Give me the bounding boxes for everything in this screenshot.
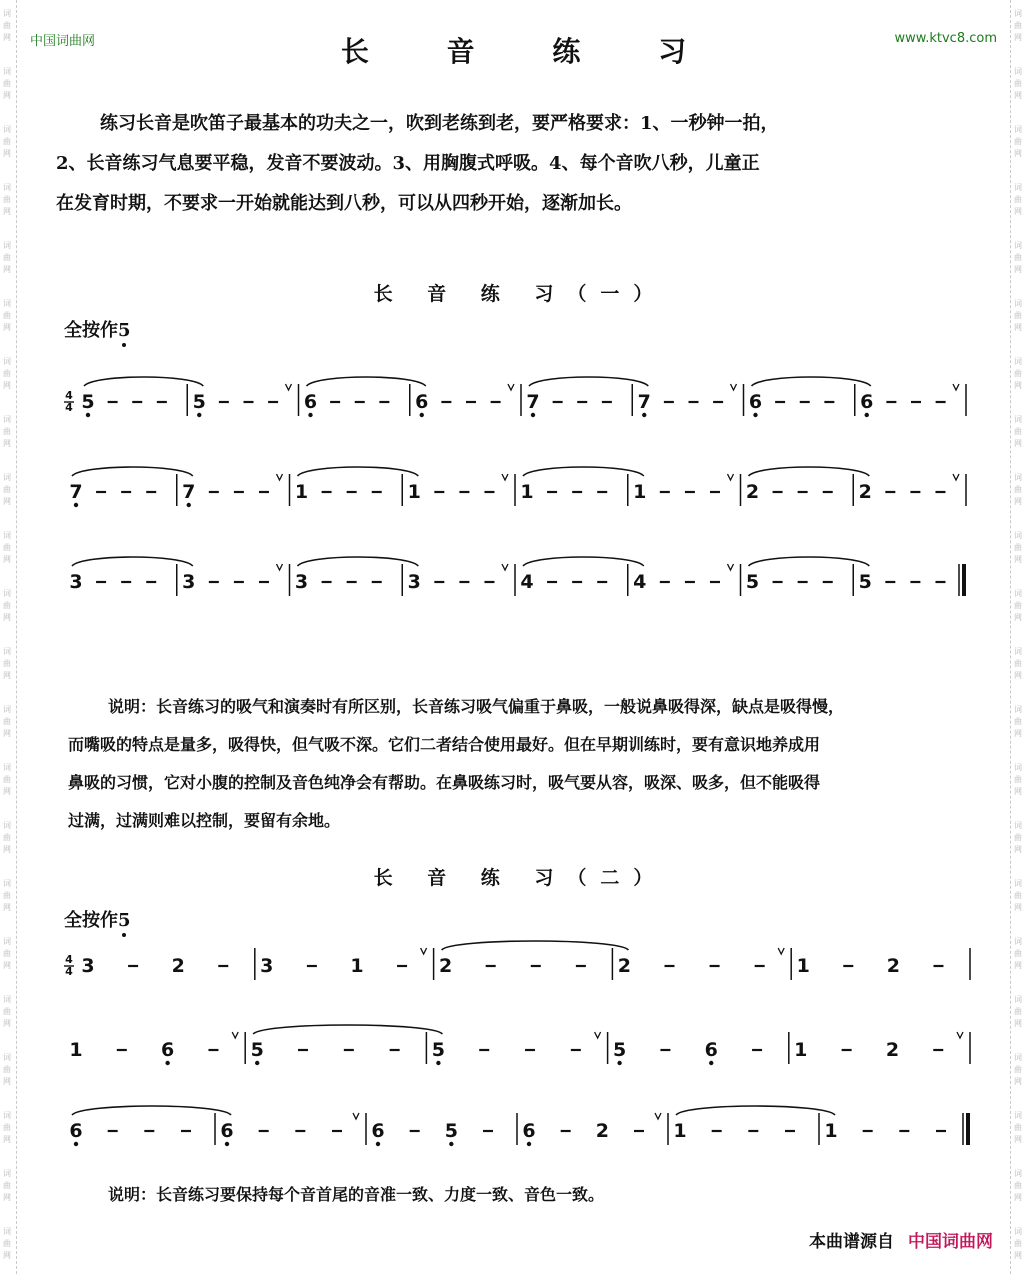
watermark-glyph: 曲 [3,891,11,900]
watermark-glyph: 词 [3,1169,11,1178]
exercise-1-title: 长 音 练 习（一） [373,283,667,305]
breath-mark [728,474,734,480]
watermark-glyph: 曲 [3,1181,11,1190]
note-5: 5 [431,1039,446,1061]
low-octave-dot [86,413,90,417]
watermark-glyph: 曲 [3,1239,11,1248]
watermark-glyph: 曲 [3,21,11,30]
breath-mark [655,1113,661,1119]
breath-mark [728,564,734,570]
watermark-glyph: 网 [3,381,11,390]
source-label: 本曲谱源自 [809,1232,894,1252]
breath-mark [957,1032,963,1038]
watermark-glyph: 网 [1014,729,1022,738]
watermark-glyph: 曲 [1014,949,1022,958]
watermark-glyph: 词 [1014,241,1022,250]
key-prefix: 全按作 [64,910,118,931]
slur-arc [307,377,426,386]
note-1: 1 [633,481,647,503]
watermark-glyph: 网 [1014,207,1022,216]
watermark-glyph: 曲 [1014,253,1022,262]
watermark-glyph: 曲 [3,369,11,378]
note-6: 6 [371,1120,385,1142]
watermark-glyph: 网 [1014,961,1022,970]
slur-arc [529,377,648,386]
watermark-glyph: 词 [3,241,11,250]
note-2: 2 [617,955,632,977]
watermark-glyph: 曲 [3,79,11,88]
low-octave-dot [527,1142,531,1146]
watermark-glyph: 词 [3,531,11,540]
watermark-glyph: 曲 [1014,137,1022,146]
note-3: 3 [81,955,95,977]
watermark-glyph: 曲 [1014,717,1022,726]
watermark-glyph: 曲 [1014,1181,1022,1190]
slur-arc [72,557,193,566]
note-2: 2 [885,1039,900,1061]
breath-mark [502,474,508,480]
watermark-glyph: 词 [3,415,11,424]
explanation-2: 说明：长音练习要保持每个音首尾的音准一致、力度一致、音色一致。 [108,1185,605,1204]
watermark-glyph: 词 [1014,995,1022,1004]
intro-para-2: 2、长音练习气息要平稳，发音不要波动。3、用胸腹式呼吸。4、每个音吹八秒，儿童正 [56,153,760,174]
watermark-glyph: 曲 [1014,1123,1022,1132]
low-octave-dot [531,413,535,417]
slur-arc [523,467,644,476]
watermark-glyph: 词 [1014,937,1022,946]
watermark-glyph: 词 [1014,705,1022,714]
low-octave-dot [617,1061,621,1065]
watermark-glyph: 网 [1014,497,1022,506]
note-1: 1 [520,481,534,503]
watermark-glyph: 曲 [3,543,11,552]
note-1: 1 [824,1120,838,1142]
note-3: 3 [407,571,421,593]
low-octave-dot [74,503,78,507]
watermark-glyph: 词 [1014,763,1022,772]
site-brand-left: 中国词曲网 [30,34,96,49]
watermark-glyph: 词 [3,879,11,888]
watermark-glyph: 网 [3,787,11,796]
watermark-glyph: 词 [1014,415,1022,424]
watermark-glyph: 词 [1014,647,1022,656]
watermark-glyph: 网 [1014,149,1022,158]
breath-mark [421,948,427,954]
watermark-glyph: 网 [3,1135,11,1144]
watermark-glyph: 词 [3,821,11,830]
watermark-glyph: 词 [1014,589,1022,598]
watermark-glyph: 网 [3,497,11,506]
note-1: 1 [294,481,309,503]
source-site-link[interactable]: 中国词曲网 [908,1232,993,1252]
note-7: 7 [182,481,196,503]
slur-arc [523,557,644,566]
low-octave-dot [197,413,201,417]
breath-mark [353,1113,359,1119]
watermark-glyph: 词 [3,937,11,946]
watermark-glyph: 网 [3,149,11,158]
watermark-glyph: 词 [3,357,11,366]
watermark-glyph: 曲 [3,485,11,494]
watermark-glyph: 曲 [1014,1065,1022,1074]
slur-arc [72,1106,231,1115]
note-3: 3 [182,571,196,593]
page-title: 长 音 练 习 [340,35,721,68]
watermark-glyph: 曲 [1014,427,1022,436]
note-5: 5 [81,391,95,413]
explanation-1-line-1: 说明：长音练习的吸气和演奏时有所区别，长音练习吸气偏重于鼻吸，一般说鼻吸得深，缺点是吸得慢， [108,697,845,716]
watermark-glyph: 词 [3,125,11,134]
watermark-glyph: 词 [3,1227,11,1236]
watermark-glyph: 词 [3,1053,11,1062]
explanation-1-line-4: 过满，过满则难以控制，要留有余地。 [68,811,341,830]
note-1: 1 [69,1039,83,1061]
low-octave-dot [436,1061,440,1065]
time-signature-top: 4 [65,953,73,966]
breath-mark [502,564,508,570]
watermark-glyph: 曲 [3,601,11,610]
note-6: 6 [303,391,318,413]
explanation-1-line-2: 而嘴吸的特点是量多，吸得快，但气吸不深。它们二者结合使用最好。但在早期训练时，要有意识地养成用 [68,735,821,754]
watermark-glyph: 词 [1014,531,1022,540]
watermark-glyph: 曲 [3,833,11,842]
note-2: 2 [171,955,185,977]
watermark-glyph: 网 [3,207,11,216]
watermark-glyph: 词 [3,67,11,76]
low-octave-dot [308,413,312,417]
watermark-glyph: 网 [1014,671,1022,680]
low-octave-dot [376,1142,380,1146]
watermark-glyph: 网 [3,671,11,680]
breath-mark [232,1032,238,1038]
watermark-glyph: 网 [3,91,11,100]
note-1: 1 [673,1120,687,1142]
watermark-glyph: 曲 [3,1007,11,1016]
slur-arc [84,377,203,386]
note-1: 1 [794,1039,808,1061]
watermark-glyph: 网 [3,845,11,854]
intro-para-3: 在发育时期，不要求一开始就能达到八秒，可以从四秒开始，逐渐加长。 [56,193,632,214]
note-2: 2 [595,1120,609,1142]
watermark-glyph: 曲 [3,1065,11,1074]
note-3: 3 [294,571,309,593]
watermark-glyph: 词 [1014,1053,1022,1062]
watermark-glyph: 网 [1014,381,1022,390]
low-octave-dot [187,503,191,507]
breath-mark [953,384,959,390]
slur-arc [298,557,419,566]
watermark-glyph: 曲 [3,775,11,784]
watermark-glyph: 网 [1014,903,1022,912]
low-octave-dot [165,1061,169,1065]
watermark-glyph: 词 [3,1111,11,1120]
watermark-glyph: 词 [3,763,11,772]
note-6: 6 [704,1039,718,1061]
watermark-glyph: 曲 [1014,659,1022,668]
note-5: 5 [612,1039,627,1061]
watermark-glyph: 曲 [3,659,11,668]
note-6: 6 [161,1039,175,1061]
slur-arc [749,467,870,476]
slur-arc [752,377,871,386]
watermark-glyph: 曲 [1014,21,1022,30]
note-6: 6 [69,1120,83,1142]
watermark-glyph: 词 [1014,9,1022,18]
watermark-glyph: 词 [1014,125,1022,134]
watermark-glyph: 网 [3,1193,11,1202]
watermark-glyph: 曲 [3,427,11,436]
watermark-glyph: 词 [1014,1169,1022,1178]
watermark-glyph: 曲 [3,253,11,262]
watermark-glyph: 网 [1014,787,1022,796]
low-octave-dot [865,413,869,417]
watermark-glyph: 词 [1014,67,1022,76]
watermark-glyph: 曲 [1014,601,1022,610]
watermark-glyph: 曲 [3,949,11,958]
low-octave-dot [255,1061,259,1065]
watermark-glyph: 曲 [3,717,11,726]
key-prefix: 全按作 [64,320,118,341]
watermark-glyph: 曲 [1014,775,1022,784]
watermark-glyph: 词 [3,183,11,192]
watermark-glyph: 词 [1014,183,1022,192]
time-signature-bottom: 4 [65,965,73,978]
breath-mark [508,384,514,390]
note-5: 5 [192,391,206,413]
watermark-glyph: 网 [1014,613,1022,622]
note-1: 1 [407,481,421,503]
watermark-glyph: 网 [1014,845,1022,854]
note-7: 7 [526,391,540,413]
low-octave-dot [420,413,424,417]
watermark-glyph: 曲 [1014,543,1022,552]
note-2: 2 [438,955,453,977]
low-octave-dot [225,1142,229,1146]
note-3: 3 [260,955,274,977]
watermark-glyph: 词 [3,473,11,482]
watermark-glyph: 网 [1014,33,1022,42]
watermark-glyph: 曲 [1014,833,1022,842]
note-7: 7 [637,391,651,413]
watermark-glyph: 网 [1014,1135,1022,1144]
note-2: 2 [858,481,872,503]
time-signature-top: 4 [65,389,73,402]
slur-arc [72,467,193,476]
watermark-glyph: 网 [3,1019,11,1028]
watermark-glyph: 曲 [1014,79,1022,88]
watermark-glyph: 网 [1014,1251,1022,1260]
note-7: 7 [69,481,83,503]
note-2: 2 [886,955,900,977]
watermark-glyph: 词 [1014,1227,1022,1236]
breath-mark [595,1032,601,1038]
watermark-glyph: 网 [3,961,11,970]
intro-para-1: 练习长音是吹笛子最基本的功夫之一，吹到老练到老，要严格要求：1、一秒钟一拍， [100,113,779,134]
watermark-glyph: 词 [3,299,11,308]
watermark-glyph: 网 [3,265,11,274]
watermark-glyph: 网 [3,439,11,448]
watermark-glyph: 网 [3,613,11,622]
note-1: 1 [796,955,810,977]
watermark-glyph: 词 [1014,879,1022,888]
watermark-glyph: 网 [1014,439,1022,448]
time-signature-bottom: 4 [65,401,73,414]
watermark-glyph: 词 [1014,1111,1022,1120]
watermark-glyph: 曲 [3,1123,11,1132]
watermark-glyph: 网 [3,729,11,738]
note-6: 6 [220,1120,234,1142]
low-octave-dot [709,1061,713,1065]
watermark-glyph: 网 [1014,1193,1022,1202]
note-3: 3 [69,571,83,593]
breath-mark [731,384,737,390]
watermark-glyph: 词 [3,589,11,598]
slur-arc [253,1025,442,1034]
watermark-glyph: 曲 [3,195,11,204]
low-octave-dot [74,1142,78,1146]
breath-mark [286,384,292,390]
site-url-right: www.ktvc8.com [894,31,997,46]
watermark-glyph: 网 [1014,555,1022,564]
low-octave-dot [642,413,646,417]
watermark-glyph: 词 [1014,357,1022,366]
note-5: 5 [250,1039,264,1061]
watermark-glyph: 曲 [1014,311,1022,320]
slur-arc [298,467,419,476]
watermark-glyph: 网 [1014,91,1022,100]
slur-arc [676,1106,835,1115]
watermark-glyph: 曲 [1014,485,1022,494]
watermark-glyph: 网 [1014,323,1022,332]
breath-mark [277,474,283,480]
note-4: 4 [633,571,647,593]
watermark-glyph: 词 [1014,299,1022,308]
watermark-glyph: 网 [3,1251,11,1260]
watermark-glyph: 词 [3,705,11,714]
breath-mark [778,948,784,954]
note-4: 4 [520,571,534,593]
key-note: 5 [118,910,131,931]
watermark-glyph: 词 [3,995,11,1004]
watermark-glyph: 曲 [1014,891,1022,900]
watermark-glyph: 词 [1014,473,1022,482]
watermark-glyph: 曲 [3,311,11,320]
watermark-glyph: 曲 [1014,195,1022,204]
watermark-glyph: 词 [3,647,11,656]
watermark-glyph: 网 [3,323,11,332]
watermark-glyph: 网 [3,1077,11,1086]
note-5: 5 [444,1120,458,1142]
explanation-1-line-3: 鼻吸的习惯，它对小腹的控制及音色纯净会有帮助。在鼻吸练习时，吸气要从容，吸深、吸多，但不能吸得 [68,773,821,792]
note-1: 1 [350,955,364,977]
watermark-glyph: 网 [1014,1077,1022,1086]
watermark-glyph: 词 [1014,821,1022,830]
watermark-glyph: 曲 [1014,1007,1022,1016]
watermark-glyph: 词 [3,9,11,18]
slur-arc [749,557,870,566]
watermark-glyph: 曲 [1014,1239,1022,1248]
watermark-glyph: 网 [1014,265,1022,274]
breath-mark [277,564,283,570]
slur-arc [442,941,629,950]
note-6: 6 [860,391,874,413]
low-octave-dot [449,1142,453,1146]
note-6: 6 [415,391,429,413]
watermark-glyph: 曲 [1014,369,1022,378]
watermark-glyph: 曲 [3,137,11,146]
note-2: 2 [745,481,760,503]
breath-mark [953,474,959,480]
note-5: 5 [858,571,872,593]
watermark-glyph: 网 [3,903,11,912]
watermark-glyph: 网 [3,33,11,42]
note-5: 5 [745,571,760,593]
note-6: 6 [522,1120,536,1142]
watermark-glyph: 网 [3,555,11,564]
key-note: 5 [118,320,131,341]
exercise-2-title: 长 音 练 习（二） [373,867,667,889]
low-octave-dot [753,413,757,417]
note-6: 6 [748,391,763,413]
watermark-glyph: 网 [1014,1019,1022,1028]
